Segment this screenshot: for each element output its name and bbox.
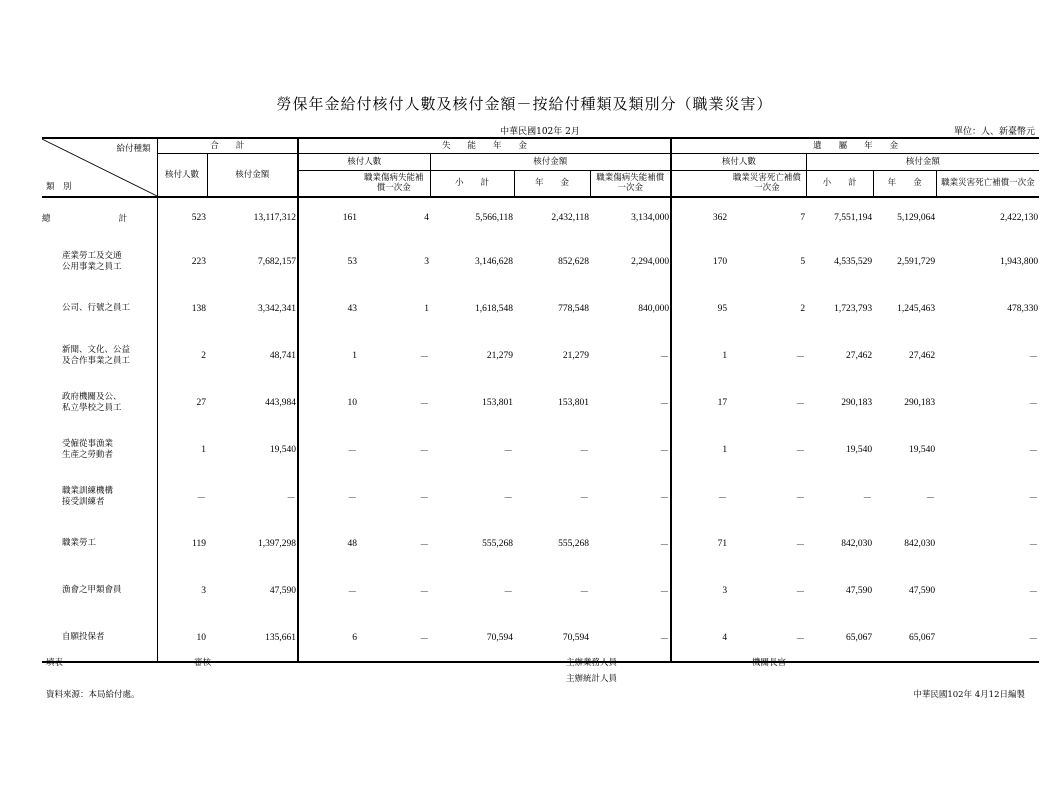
footer-filler: 填表 — [46, 658, 64, 668]
cell: 21,279 — [486, 350, 514, 361]
cell: － — [1028, 352, 1039, 363]
cell: 27,462 — [908, 350, 936, 361]
cell: － — [795, 587, 806, 598]
table-row — [42, 285, 1039, 332]
report-title: 勞保年金給付核付人數及核付金額－按給付種類及類別分（職業災害） — [276, 95, 773, 113]
cell: － — [419, 540, 430, 551]
cell: 362 — [712, 213, 728, 223]
cell: 27,462 — [845, 350, 873, 361]
cell: 1 — [352, 350, 358, 361]
cell: － — [590, 379, 671, 426]
cell: 5,129,064 — [897, 213, 936, 223]
table-row — [42, 520, 1039, 567]
cell: 170 — [712, 256, 728, 267]
cell: 10 — [157, 614, 207, 662]
cell: 1,618,548 — [475, 303, 514, 314]
cell: 3,342,341 — [207, 285, 298, 332]
row-label: 公司、行號之員工 — [42, 285, 157, 332]
cell: － — [419, 493, 430, 504]
cell: 47,590 — [207, 567, 298, 614]
cell: － — [1028, 399, 1039, 410]
cell: － — [728, 614, 806, 662]
cell: 1,245,463 — [897, 303, 936, 314]
cell: 119 — [192, 538, 206, 549]
cell: 3,146,628 — [475, 256, 514, 267]
cell: 135,661 — [207, 614, 298, 662]
disability-amount-header: 核付金額 — [430, 153, 671, 170]
cell: － — [795, 399, 806, 410]
cell: － — [347, 493, 358, 504]
footer-compiled-date: 中華民國102年 4月12日編製 — [913, 690, 1025, 700]
cell: 6 — [298, 614, 358, 662]
cell: 290,183 — [904, 397, 936, 408]
cell: － — [590, 332, 671, 379]
cell: － — [347, 446, 358, 457]
footer-head: 機關長官 — [752, 658, 787, 668]
disability-subtotal-header: 小 計 — [430, 170, 514, 197]
cell: 53 — [347, 256, 358, 267]
disability-annuity-header: 年 金 — [514, 170, 590, 197]
row-label: 職業勞工 — [42, 520, 157, 567]
cell: 7,551,194 — [834, 213, 873, 223]
cell: 7,682,157 — [207, 238, 298, 285]
cell: 70,594 — [514, 614, 590, 662]
row-label: 自願投保者 — [42, 614, 157, 662]
cell: 21,279 — [562, 350, 590, 361]
table-row — [42, 426, 1039, 473]
cell: 47,590 — [908, 585, 936, 596]
cell: 2 — [201, 350, 206, 361]
cell: 3,134,000 — [590, 197, 671, 238]
cell: 1 — [722, 350, 728, 361]
row-label: 職業訓練機構 接受訓練者 — [42, 473, 157, 520]
cell: 138 — [191, 303, 206, 314]
cell: 443,984 — [207, 379, 298, 426]
disability-persons-blank — [298, 170, 358, 197]
cell: 153,801 — [558, 397, 590, 408]
corner-bottom-label: 類 別 — [46, 182, 72, 192]
cell: － — [579, 446, 590, 457]
cell: － — [936, 614, 1039, 662]
cell: 48 — [347, 538, 358, 549]
total-persons-header: 核付人數 — [157, 153, 207, 197]
cell: 19,540 — [908, 444, 936, 455]
cell: 19,540 — [207, 426, 298, 473]
cell: － — [579, 493, 590, 504]
survivor-subtotal-header: 小 計 — [806, 170, 873, 197]
cell: － — [590, 426, 671, 473]
cell: 10 — [347, 397, 358, 408]
cell: 2,294,000 — [590, 238, 671, 285]
cell: － — [795, 446, 806, 457]
cell: 19,540 — [845, 444, 873, 455]
cell: 478,330 — [1007, 303, 1039, 314]
cell: 1,723,793 — [834, 303, 873, 314]
cell: 1 — [201, 444, 206, 455]
footer-reviewer: 審核 — [194, 658, 212, 668]
total-header: 合 計 — [157, 138, 298, 153]
table-row — [42, 238, 1039, 285]
cell: 5,566,118 — [475, 213, 514, 223]
cell: 1 — [722, 444, 728, 455]
row-label: 總 計 — [42, 197, 157, 238]
footer-business-officer: 主辦業務人員 — [566, 658, 618, 668]
survivor-amount-header: 核付金額 — [806, 153, 1039, 170]
survivor-annuity-header: 年 金 — [873, 170, 936, 197]
cell: － — [795, 540, 806, 551]
cell: 70,594 — [430, 614, 514, 662]
row-label: 產業勞工及交通 公用事業之員工 — [42, 238, 157, 285]
data-table — [42, 137, 1039, 663]
cell: 3 — [722, 585, 728, 596]
cell: 47,590 — [845, 585, 873, 596]
cell: 65,067 — [873, 614, 936, 662]
cell: － — [196, 493, 206, 504]
cell: － — [419, 587, 430, 598]
cell: 1 — [424, 303, 430, 314]
disability-comp-header: 職業傷病失能補償一次金 — [590, 170, 671, 197]
cell: 27 — [196, 397, 206, 408]
cell: 161 — [342, 213, 358, 223]
cell: 842,030 — [904, 538, 936, 549]
cell: － — [419, 399, 430, 410]
table-row — [42, 473, 1039, 520]
cell: － — [862, 493, 873, 504]
cell: － — [419, 446, 430, 457]
cell: － — [419, 352, 430, 363]
report-date: 中華民國102年 2月 — [500, 127, 580, 137]
cell: 555,268 — [558, 538, 590, 549]
cell: － — [795, 352, 806, 363]
cell: 840,000 — [590, 285, 671, 332]
cell: 2,422,130 — [1000, 213, 1039, 223]
cell: 17 — [717, 397, 728, 408]
cell: 2,591,729 — [897, 256, 936, 267]
cell: 523 — [191, 213, 206, 223]
cell: 852,628 — [558, 256, 590, 267]
cell: 842,030 — [841, 538, 873, 549]
unit-label: 單位：人、新臺幣元 — [953, 127, 1035, 137]
cell: 2,432,118 — [551, 213, 590, 223]
cell: 3 — [201, 585, 206, 596]
cell: － — [579, 587, 590, 598]
cell: 95 — [717, 303, 728, 314]
cell: 65,067 — [806, 614, 873, 662]
survivor-persons-header: 核付人數 — [671, 153, 806, 170]
cell: 43 — [347, 303, 358, 314]
table-row — [42, 567, 1039, 614]
table-row — [42, 379, 1039, 426]
cell: － — [717, 493, 728, 504]
survivor-persons-blank — [671, 170, 728, 197]
cell: 4 — [424, 213, 430, 223]
cell: 223 — [191, 256, 206, 267]
cell: － — [1028, 587, 1039, 598]
survivor-death-comp-header: 職業災害死亡補償一次金 — [728, 170, 806, 197]
cell: 71 — [717, 538, 728, 549]
total-amount-header: 核付金額 — [207, 153, 298, 197]
survivor-header: 遺 屬 年 金 — [671, 138, 1039, 153]
disability-header: 失 能 年 金 — [298, 138, 671, 153]
cell: － — [503, 587, 514, 598]
cell: － — [1028, 446, 1039, 457]
footer-source: 資料來源：本局給付處。 — [46, 690, 140, 700]
row-label: 政府機關及公、 私立學校之員工 — [42, 379, 157, 426]
cell: － — [1028, 540, 1039, 551]
cell: 778,548 — [558, 303, 590, 314]
cell: 48,741 — [207, 332, 298, 379]
cell: 290,183 — [841, 397, 873, 408]
corner-header — [42, 138, 157, 197]
cell: 13,117,312 — [207, 197, 298, 238]
corner-top-label: 給付種類 — [116, 144, 151, 154]
cell: 3 — [424, 256, 430, 267]
disability-one-time-header: 職業傷病失能補償一次金 — [358, 170, 430, 197]
table-row — [42, 332, 1039, 379]
cell: 5 — [800, 256, 806, 267]
cell: － — [503, 493, 514, 504]
cell: － — [358, 614, 430, 662]
cell: 1,943,800 — [1000, 256, 1039, 267]
cell: 7 — [800, 213, 806, 223]
cell: 153,801 — [482, 397, 514, 408]
cell: － — [590, 567, 671, 614]
cell: － — [347, 587, 358, 598]
cell: 1,397,298 — [207, 520, 298, 567]
cell: － — [590, 614, 671, 662]
cell: － — [795, 493, 806, 504]
cell: 4,535,529 — [834, 256, 873, 267]
footer-stats-officer: 主辦統計人員 — [566, 674, 618, 684]
cell: 4 — [671, 614, 728, 662]
survivor-death-comp2-header: 職業災害死亡補償一次金 — [936, 170, 1039, 197]
table-row — [42, 614, 1039, 662]
row-label: 受僱從事漁業 生產之勞動者 — [42, 426, 157, 473]
row-label: 漁會之甲類會員 — [42, 567, 157, 614]
table-body — [42, 197, 1039, 662]
cell: － — [590, 520, 671, 567]
cell: － — [925, 493, 936, 504]
cell: － — [207, 473, 298, 520]
cell: 2 — [800, 303, 806, 314]
cell: 555,268 — [482, 538, 514, 549]
cell: － — [590, 473, 671, 520]
cell: － — [1028, 493, 1039, 504]
row-label: 新聞、文化、公益 及合作事業之員工 — [42, 332, 157, 379]
cell: － — [503, 446, 514, 457]
disability-persons-header: 核付人數 — [298, 153, 430, 170]
table-row — [42, 197, 1039, 238]
